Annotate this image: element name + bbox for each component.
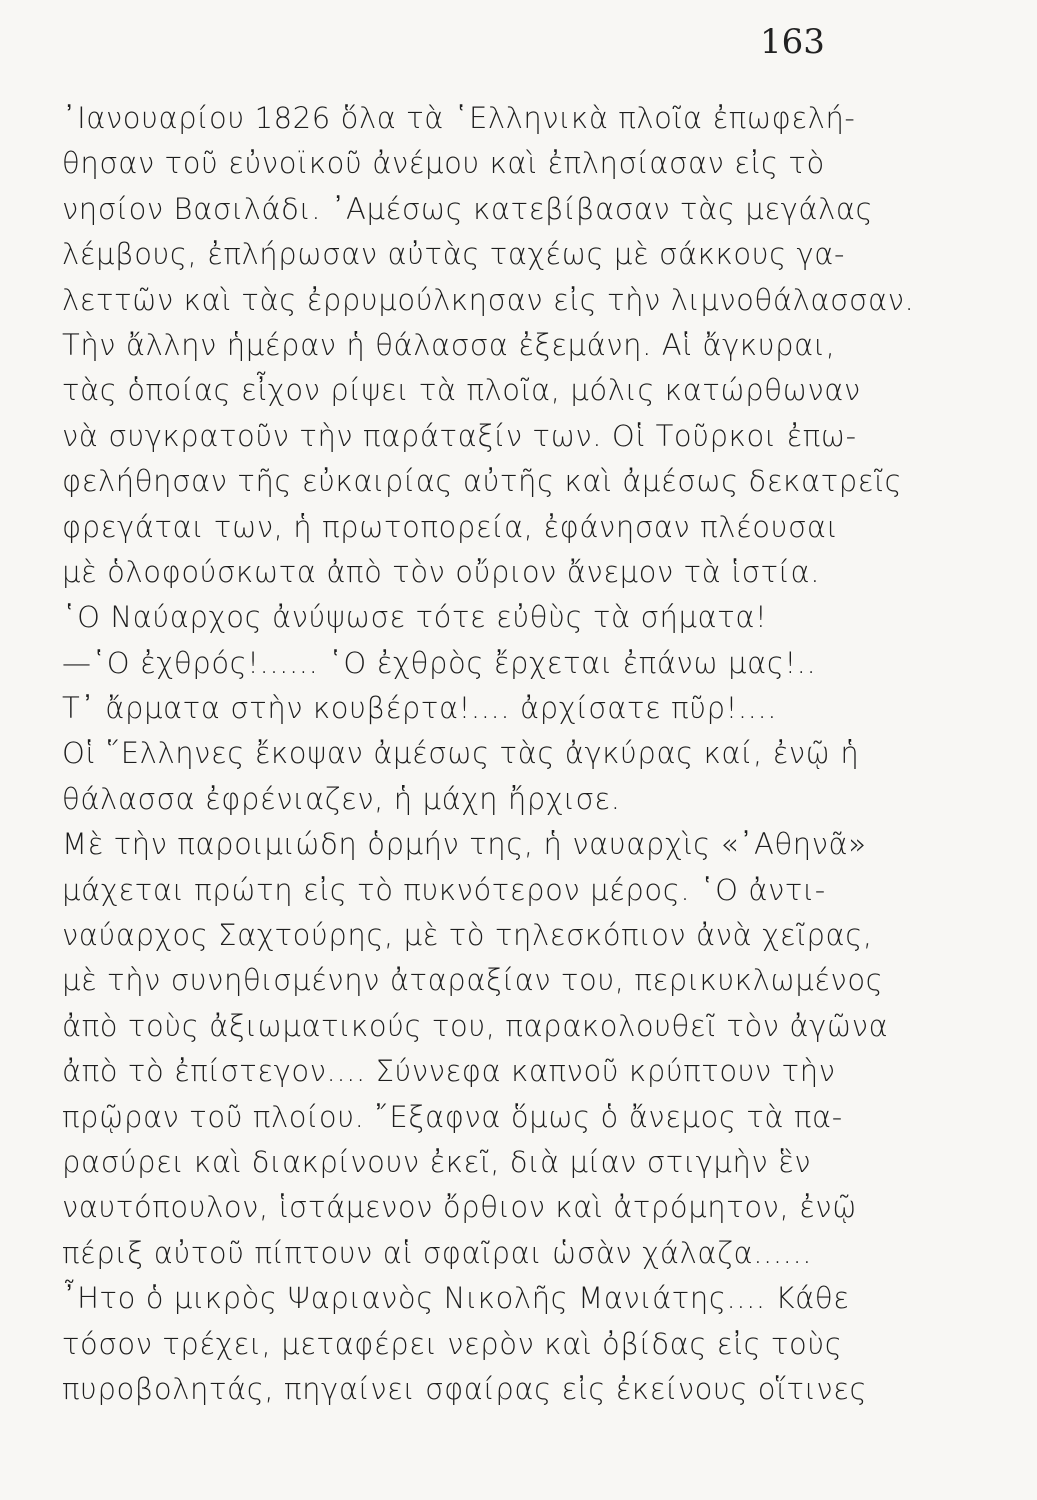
body-text [62, 96, 915, 1412]
text-line: ναύαρχος Σαχτούρης, μὲ τὸ τηλεσκόπιον ἀνὰ χεῖρας, [62, 918, 873, 953]
text-line: θάλασσα ἐφρένιαζεν, ἡ μάχη ἤρχισε. [62, 781, 621, 816]
text-line: τὰς ὁποίας εἶχον ρίψει τὰ πλοῖα, μόλις κατώρθωναν [62, 373, 861, 408]
text-line: φρεγάται των, ἡ πρωτοπορεία, ἐφάνησαν πλέουσαι [62, 509, 839, 544]
text-line: Οἱ ῞Ελληνες ἔκοψαν ἀμέσως τὰς ἀγκύρας καί, ἐνῷ ἡ [62, 736, 860, 771]
text-line: θησαν τοῦ εὐνοϊκοῦ ἀνέμου καὶ ἐπλησίασαν εἰς τὸ [62, 146, 825, 181]
text-line: Τὴν ἄλλην ἡμέραν ἡ θάλασσα ἐξεμάνη. Αἱ ἄγκυραι, [62, 327, 836, 362]
text-line: φελήθησαν τῆς εὐκαιρίας αὐτῆς καὶ ἀμέσως δεκατρεῖς [62, 464, 903, 499]
text-line: ῏Ητο ὁ μικρὸς Ψαριανὸς Νικολῆς Μανιάτης.... Κάθε [62, 1281, 850, 1316]
text-line: ἀπὸ τοὺς ἀξιωματικούς του, παρακολουθεῖ τὸν ἀγῶνα [62, 1008, 889, 1043]
text-line: ναυτόπουλον, ἱστάμενον ὄρθιον καὶ ἀτρόμητον, ἐνῷ [62, 1190, 858, 1225]
text-line: πρῷραν τοῦ πλοίου. ῎Εξαφνα ὅμως ὁ ἄνεμος τὰ πα- [62, 1099, 843, 1134]
text-line: ἀπὸ τὸ ἐπίστεγον.... Σύννεφα καπνοῦ κρύπτουν τὴν [62, 1054, 836, 1089]
text-line: νησίον Βασιλάδι. ᾿Αμέσως κατεβίβασαν τὰς μεγάλας [62, 191, 874, 226]
text-line: νὰ συγκρατοῦν τὴν παράταξίν των. Οἱ Τοῦρκοι ἐπω- [62, 418, 857, 453]
text-line: Μὲ τὴν παροιμιώδη ὁρμήν της, ἡ ναυαρχὶς «᾿Αθηνᾶ» [62, 827, 867, 862]
text-line: ρασύρει καὶ διακρίνουν ἐκεῖ, διὰ μίαν στιγμὴν ἓν [62, 1144, 812, 1179]
text-line: —῾Ο ἐχθρός!...... ῾Ο ἐχθρὸς ἔρχεται ἐπάνω μας!.. [62, 645, 817, 680]
text-line: λεττῶν καὶ τὰς ἐρρυμούλκησαν εἰς τὴν λιμνοθάλασσαν. [62, 282, 915, 317]
page-number: 163 [760, 22, 825, 62]
text-line: πέριξ αὐτοῦ πίπτουν αἱ σφαῖραι ὡσὰν χάλαζα...... [62, 1235, 813, 1270]
text-line: τόσον τρέχει, μεταφέρει νερὸν καὶ ὀβίδας εἰς τοὺς [62, 1326, 843, 1361]
text-line: λέμβους, ἐπλήρωσαν αὐτὰς ταχέως μὲ σάκκους γα- [62, 237, 846, 272]
text-line: μὲ τὴν συνηθισμένην ἀταραξίαν του, περικυκλωμένος [62, 963, 884, 998]
text-line: ῾Ο Ναύαρχος ἀνύψωσε τότε εὐθὺς τὰ σήματα! [62, 600, 768, 635]
text-line: ᾿Ιανουαρίου 1826 ὅλα τὰ ῾Ελληνικὰ πλοῖα ἐπωφελή- [62, 101, 856, 135]
text-line: μάχεται πρώτη εἰς τὸ πυκνότερον μέρος. ῾Ο ἀντι- [62, 872, 826, 907]
text-line: μὲ ὁλοφούσκωτα ἀπὸ τὸν οὔριον ἄνεμον τὰ ἱστία. [62, 554, 821, 589]
text-line: πυροβολητάς, πηγαίνει σφαίρας εἰς ἐκείνους οἵτινες [62, 1371, 868, 1406]
text-line: Τ᾿ ἄρματα στὴν κουβέρτα!.... ἀρχίσατε πῦρ!.... [62, 691, 778, 726]
